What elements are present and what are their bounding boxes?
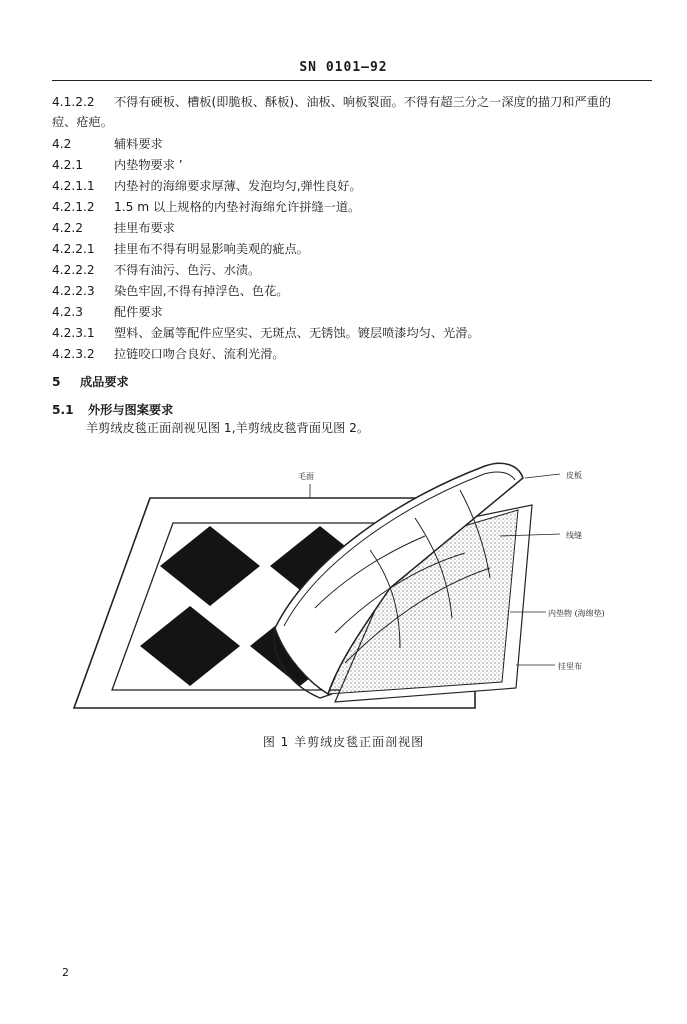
clause-number: 4.2.1 bbox=[52, 158, 84, 172]
clause-line bbox=[52, 325, 480, 341]
subsection-heading bbox=[52, 402, 173, 418]
clause-number: 4.2.3 bbox=[52, 305, 84, 319]
clause-number: 4.2.2.3 bbox=[52, 284, 95, 298]
clause-line bbox=[52, 94, 611, 110]
clause-text: 不得有油污、色污、水渍。 bbox=[114, 263, 261, 277]
clause-number: 4.2.2.2 bbox=[52, 263, 95, 277]
rug-section-figure bbox=[70, 458, 630, 718]
subsection-number: 5.1 bbox=[52, 403, 74, 417]
clause-line bbox=[52, 157, 183, 173]
clause-text: 挂里布要求 bbox=[114, 221, 175, 235]
clause-text: 1.5 m 以上规格的内垫衬海绵允许拼缝一道。 bbox=[114, 200, 361, 214]
label-lining-cloth: 挂里布 bbox=[558, 662, 582, 671]
clause-text: 痘、疮疤。 bbox=[52, 115, 113, 129]
clause-number: 4.2 bbox=[52, 137, 72, 151]
clause-text: 内垫物要求 ’ bbox=[114, 158, 183, 172]
clause-line bbox=[52, 220, 175, 236]
clause-text: 拉链咬口吻合良好、流利光滑。 bbox=[114, 347, 285, 361]
figure-caption: 图 1 羊剪绒皮毯正面剖视图 bbox=[262, 735, 425, 749]
clause-line bbox=[52, 304, 163, 320]
clause-number: 4.2.3.1 bbox=[52, 326, 95, 340]
clause-text: 内垫衬的海绵要求厚薄、发泡均匀,弹性良好。 bbox=[114, 179, 362, 193]
clause-text: 染色牢固,不得有掉浮色、色花。 bbox=[114, 284, 289, 298]
intro-paragraph: 羊剪绒皮毯正面剖视见图 1,羊剪绒皮毯背面见图 2。 bbox=[86, 421, 370, 435]
clause-line bbox=[52, 283, 289, 299]
clause-text: 配件要求 bbox=[114, 305, 163, 319]
clause-line bbox=[52, 262, 260, 278]
section-number: 5 bbox=[52, 375, 61, 389]
clause-number: 4.2.2 bbox=[52, 221, 84, 235]
section-title: 成品要求 bbox=[80, 375, 129, 389]
label-seam: 线缝 bbox=[566, 531, 582, 540]
clause-text: 挂里布不得有明显影响美观的疵点。 bbox=[114, 242, 309, 256]
clause-line bbox=[52, 136, 163, 152]
clause-text: 辅料要求 bbox=[114, 137, 163, 151]
clause-text: 塑料、金属等配件应坚实、无斑点、无锈蚀。镀层喷漆均匀、光滑。 bbox=[114, 326, 480, 340]
header-rule bbox=[52, 80, 652, 81]
clause-line bbox=[52, 178, 362, 194]
section-heading bbox=[52, 374, 129, 390]
clause-number: 4.2.1.2 bbox=[52, 200, 95, 214]
clause-line bbox=[52, 199, 360, 215]
standard-number: SN 0101—92 bbox=[299, 60, 388, 75]
label-inner-padding: 内垫物 (海绵垫) bbox=[548, 609, 605, 618]
clause-number: 4.1.2.2 bbox=[52, 95, 95, 109]
clause-text: 不得有硬板、槽板(即脆板、酥板)、油板、响板裂面。不得有超三分之一深度的描刀和严重的 bbox=[114, 95, 612, 109]
clause-line bbox=[52, 346, 285, 362]
label-fur-face: 毛面 bbox=[298, 472, 314, 481]
clause-number: 4.2.1.1 bbox=[52, 179, 95, 193]
clause-number: 4.2.2.1 bbox=[52, 242, 95, 256]
clause-number: 4.2.3.2 bbox=[52, 347, 95, 361]
subsection-title: 外形与图案要求 bbox=[88, 403, 174, 417]
label-leather-board: 皮板 bbox=[566, 471, 582, 480]
page-number: 2 bbox=[62, 966, 69, 979]
clause-line bbox=[52, 114, 113, 130]
clause-line bbox=[52, 241, 309, 257]
